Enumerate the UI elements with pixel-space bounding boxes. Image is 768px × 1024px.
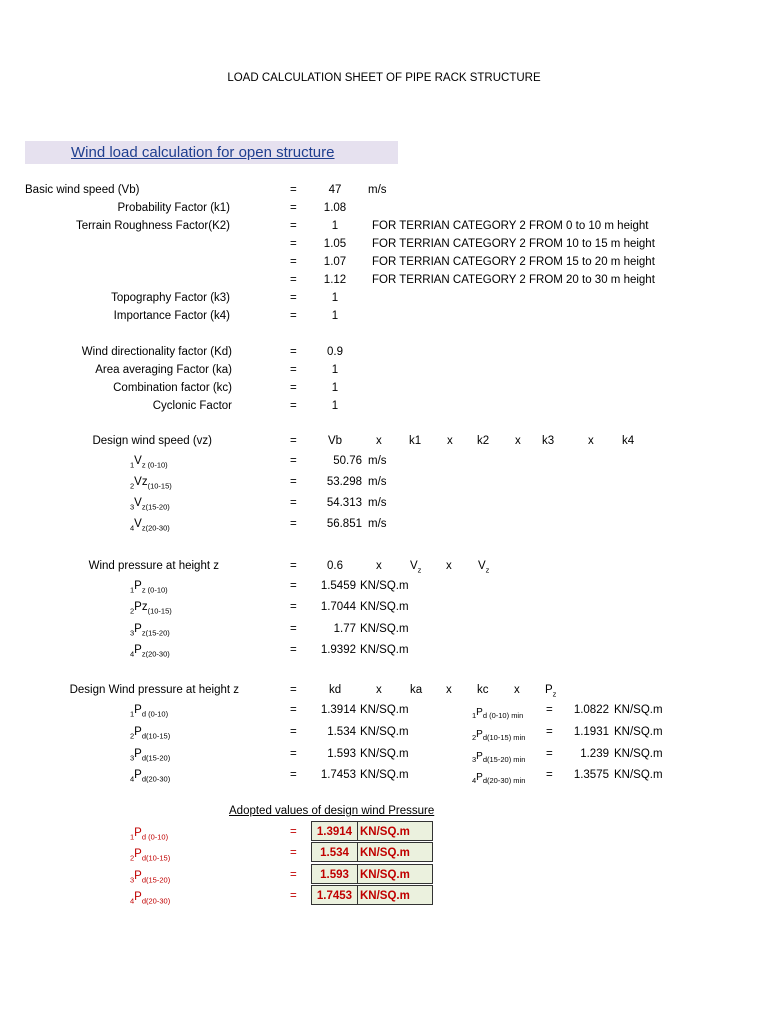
pressure-unit: KN/SQ.m [360,601,409,613]
row-value: 1.12 [323,274,347,286]
factor-value: 1 [331,364,339,376]
pressure-value: 1.77 [333,623,356,635]
design-pressure-unit: KN/SQ.m [360,769,409,781]
speed-unit: m/s [368,497,387,509]
factor-value: 1 [331,382,339,394]
speed-symbol: $_1V_{z (0-10)}$ [130,455,168,470]
design-pressure-unit: KN/SQ.m [360,748,409,760]
factor-label: Cyclonic Factor [152,400,232,412]
equals-sign: = [290,382,297,394]
pressure-value: 1.9392 [320,644,356,656]
equals-sign: = [290,890,297,902]
speed-value: 54.313 [326,497,362,509]
equals-sign: = [290,400,297,412]
min-pressure-unit: KN/SQ.m [614,748,663,760]
formula-term: $V_z$ [410,560,422,575]
pressure-unit: KN/SQ.m [360,623,409,635]
equals-sign: = [290,580,297,592]
speed-symbol: $_3V_{z(15-20)}$ [130,497,170,512]
row-label: Importance Factor (k4) [113,310,230,322]
design-pressure-unit: KN/SQ.m [360,726,409,738]
formula-term: x [446,684,452,696]
row-note: FOR TERRIAN CATEGORY 2 FROM 15 to 20 m height [372,256,655,268]
design-pressure-label: Design Wind pressure at height z [69,684,239,696]
adopted-unit: KN/SQ.m [357,864,433,884]
section-title: Wind load calculation for open structure [71,144,335,161]
design-pressure-symbol: $_1P_{d (0-10)}$ [130,704,169,719]
formula-term: $V_z$ [478,560,490,575]
pressure-symbol: $_1P_{z (0-10)}$ [130,580,168,595]
equals-sign: = [290,184,297,196]
row-note: FOR TERRIAN CATEGORY 2 FROM 20 to 30 m height [372,274,655,286]
pressure-symbol: $_4P_{z(20-30)}$ [130,644,170,659]
row-value: 1.05 [323,238,347,250]
equals-sign: = [290,704,297,716]
adopted-symbol: $_4P_{d(20-30)}$ [130,891,171,906]
formula-term: x [514,684,520,696]
equals-sign: = [290,847,297,859]
speed-value: 53.298 [326,476,362,488]
equals-sign: = [290,476,297,488]
speed-value: 56.851 [326,518,362,530]
equals-sign: = [290,346,297,358]
equals-sign: = [290,310,297,322]
equals-sign: = [290,202,297,214]
adopted-value: 1.3914 [311,821,358,841]
row-value: 1 [331,220,339,232]
adopted-unit: KN/SQ.m [357,842,433,862]
equals-sign: = [546,769,553,781]
design-pressure-value: 1.593 [327,748,356,760]
min-pressure-value: 1.239 [580,748,609,760]
speed-unit: m/s [368,476,387,488]
adopted-value: 1.534 [311,842,358,862]
adopted-symbol: $_3P_{d(15-20)}$ [130,870,171,885]
formula-term: k3 [542,435,555,447]
formula-term: k4 [622,435,635,447]
row-value: 47 [328,184,342,196]
adopted-symbol: $_1P_{d (0-10)}$ [130,827,169,842]
factor-label: Combination factor (kc) [113,382,232,394]
formula-term: x [588,435,594,447]
formula-term: x [446,560,452,572]
speed-value: 50.76 [333,455,362,467]
equals-sign: = [290,497,297,509]
factor-label: Area averaging Factor (ka) [95,364,232,376]
row-label: Terrain Roughness Factor(K2) [75,220,230,232]
row-value: 1 [331,292,339,304]
design-pressure-symbol: $_2P_{d(10-15)}$ [130,726,171,741]
pressure-value: 1.5459 [320,580,356,592]
formula-term: x [376,435,382,447]
row-label: Probability Factor (k1) [117,202,230,214]
equals-sign: = [546,704,553,716]
row-value: 1.08 [323,202,347,214]
speed-unit: m/s [368,455,387,467]
formula-term: x [376,560,382,572]
factor-label: Wind directionality factor (Kd) [81,346,232,358]
design-pressure-value: 1.3914 [320,704,356,716]
row-value: 1.07 [323,256,347,268]
min-pressure-symbol: $_1P_{d (0-10) min}$ [472,707,524,720]
row-note: FOR TERRIAN CATEGORY 2 FROM 0 to 10 m height [372,220,649,232]
equals-sign: = [290,726,297,738]
wind-pressure-label: Wind pressure at height z [88,560,219,572]
min-pressure-unit: KN/SQ.m [614,726,663,738]
speed-symbol: $_2Vz_{(10-15)}$ [130,476,172,491]
equals-sign: = [290,364,297,376]
factor-value: 0.9 [327,346,343,358]
pressure-unit: KN/SQ.m [360,644,409,656]
design-pressure-symbol: $_3P_{d(15-20)}$ [130,748,171,763]
min-pressure-value: 1.3575 [573,769,609,781]
formula-term: x [447,435,453,447]
design-pressure-value: 1.7453 [320,769,356,781]
formula-term: k1 [409,435,422,447]
equals-sign: = [290,292,297,304]
row-unit: m/s [368,184,387,196]
row-label: Basic wind speed (Vb) [25,184,140,196]
adopted-title: Adopted values of design wind Pressure [229,805,435,817]
speed-unit: m/s [368,518,387,530]
formula-term: x [376,684,382,696]
pressure-value: 1.7044 [320,601,356,613]
min-pressure-value: 1.0822 [573,704,609,716]
adopted-unit: KN/SQ.m [357,885,433,905]
formula-term: Vb [328,435,343,447]
design-speed-label: Design wind speed (vz) [92,435,212,447]
design-pressure-unit: KN/SQ.m [360,704,409,716]
adopted-unit: KN/SQ.m [357,821,433,841]
equals-sign: = [290,644,297,656]
equals-sign: = [290,220,297,232]
design-pressure-value: 1.534 [327,726,356,738]
pressure-unit: KN/SQ.m [360,580,409,592]
formula-term: $P_z$ [545,684,557,699]
equals-sign: = [290,623,297,635]
formula-term: x [515,435,521,447]
min-pressure-symbol: $_2P_{d(10-15) min}$ [472,729,526,742]
adopted-value: 1.593 [311,864,358,884]
row-label: Topography Factor (k3) [111,292,230,304]
speed-symbol: $_4V_{z(20-30)}$ [130,518,170,533]
formula-term: kc [477,684,489,696]
equals-sign: = [290,274,297,286]
row-note: FOR TERRIAN CATEGORY 2 FROM 10 to 15 m height [372,238,655,250]
equals-sign: = [290,684,297,696]
design-pressure-symbol: $_4P_{d(20-30)}$ [130,769,171,784]
equals-sign: = [290,769,297,781]
equals-sign: = [546,726,553,738]
adopted-value: 1.7453 [311,885,358,905]
min-pressure-unit: KN/SQ.m [614,704,663,716]
row-value: 1 [331,310,339,322]
pressure-symbol: $_2Pz_{(10-15)}$ [130,601,172,616]
formula-term: kd [329,684,342,696]
equals-sign: = [290,869,297,881]
equals-sign: = [290,601,297,613]
equals-sign: = [290,748,297,760]
min-pressure-value: 1.1931 [573,726,609,738]
equals-sign: = [290,518,297,530]
formula-term: 0.6 [327,560,343,572]
factor-value: 1 [331,400,339,412]
equals-sign: = [290,256,297,268]
min-pressure-symbol: $_4P_{d(20-30) min}$ [472,772,526,785]
sheet-title: LOAD CALCULATION SHEET OF PIPE RACK STRUCTURE [227,72,541,84]
pressure-symbol: $_3P_{z(15-20)}$ [130,623,170,638]
min-pressure-unit: KN/SQ.m [614,769,663,781]
equals-sign: = [546,748,553,760]
equals-sign: = [290,560,297,572]
equals-sign: = [290,238,297,250]
formula-term: ka [410,684,423,696]
adopted-symbol: $_2P_{d(10-15)}$ [130,848,171,863]
equals-sign: = [290,826,297,838]
min-pressure-symbol: $_3P_{d(15-20) min}$ [472,751,526,764]
equals-sign: = [290,455,297,467]
formula-term: k2 [477,435,490,447]
equals-sign: = [290,435,297,447]
